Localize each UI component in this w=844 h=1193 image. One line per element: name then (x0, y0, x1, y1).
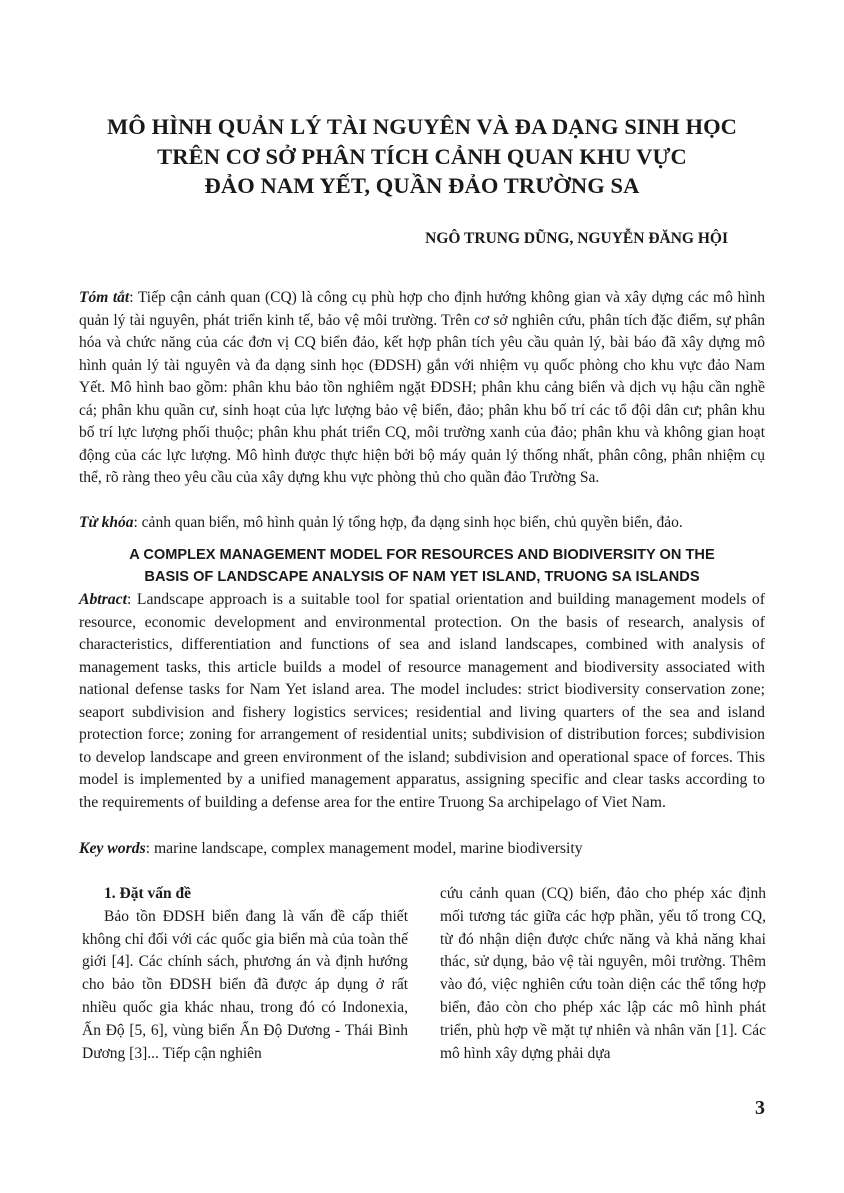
keywords-vi-text: : cảnh quan biển, mô hình quản lý tổng hợp, đa dạng sinh học biển, chủ quyền biển, đảo. (133, 514, 683, 531)
abstract-en-label: Abtract (79, 591, 127, 608)
abstract-en (79, 589, 765, 814)
page-number: 3 (755, 1097, 765, 1119)
title-line-3: ĐẢO NAM YẾT, QUẦN ĐẢO TRƯỜNG SA (204, 173, 640, 198)
abstract-vi (79, 287, 765, 490)
body-column-right (440, 883, 766, 1065)
keywords-en-text: : marine landscape, complex management model, marine biodiversity (145, 840, 583, 857)
english-title-line-2: BASIS OF LANDSCAPE ANALYSIS OF NAM YET ISLAND, TRUONG SA ISLANDS (144, 568, 700, 585)
abstract-en-text: : Landscape approach is a suitable tool for spatial orientation and building management models of resource, economic development and environmental protection. On the basis of research, analysis of characteristics, differentiation and functions of sea and island landscapes, combined with analysis of management tasks, this article builds a model of resource management and biodiversity associated with national defense tasks for Nam Yet island area. The model includes: strict biodiversity conservation zone; seaport subdivision and fishery logistics services; residential and living quarters of the sea and island protection force; zoning for arrangement of residential units; subdivision of distribution forces; subdivision to develop landscape and green environment of the island; subdivision and operational space of forces. This model is implemented by a unified management apparatus, assigning specific and clear tasks according to the requirements of building a defense area for the entire Truong Sa archipelago of Viet Nam. (79, 591, 765, 811)
keywords-en-label: Key words (79, 840, 146, 857)
body-paragraph-left: Bảo tồn ĐDSH biển đang là vấn đề cấp thiết không chỉ đối với các quốc gia biển mà của toàn thế giới [4]. Các chính sách, phương án và định hướng cho bảo tồn ĐDSH biển đã được áp dụng ở rất nhiều quốc gia khác nhau, trong đó có Indonexia, Ấn Độ [5, 6], vùng biển Ấn Độ Dương - Thái Bình Dương [3]... Tiếp cận nghiên (82, 907, 408, 1062)
body-column-left (82, 883, 408, 1065)
body-paragraph-right: cứu cảnh quan (CQ) biển, đảo cho phép xác định mối tương tác giữa các hợp phần, yếu tố trong CQ, từ đó nhận diện được chức năng và khả năng khai thác, sử dụng, bảo vệ tài nguyên, môi trường. Thêm vào đó, việc nghiên cứu toàn diện các thể tổng hợp biển, đảo còn cho phép xác lập các mô hình phát triển, phù hợp về mặt tự nhiên và nhân văn [1]. Các mô hình xây dựng phải dựa (440, 885, 766, 1062)
keywords-vi (79, 512, 765, 535)
section-heading: 1. Đặt vấn đề (104, 885, 191, 902)
keywords-en (79, 838, 765, 861)
abstract-vi-label: Tóm tắt (79, 289, 130, 306)
authors: NGÔ TRUNG DŨNG, NGUYỄN ĐĂNG HỘI (425, 230, 728, 247)
keywords-vi-label: Từ khóa (79, 514, 134, 531)
english-title (60, 545, 784, 588)
english-title-line-1: A COMPLEX MANAGEMENT MODEL FOR RESOURCES AND BIODIVERSITY ON THE (129, 547, 715, 563)
paper-title (60, 112, 784, 201)
title-line-2: TRÊN CƠ SỞ PHÂN TÍCH CẢNH QUAN KHU VỰC (157, 143, 687, 169)
abstract-vi-text: : Tiếp cận cảnh quan (CQ) là công cụ phù hợp cho định hướng không gian và xây dựng các mô hình quản lý tài nguyên, phát triển kinh tế, bảo vệ môi trường. Trên cơ sở nghiên cứu, phân tích đặc điểm, sự phân hóa và chức năng của các đơn vị CQ biển đảo, kết hợp phân tích yêu cầu quản lý, bài báo đã xây dựng mô hình quản lý tài nguyên và đa dạng sinh học (ĐDSH) gắn với nhiệm vụ quốc phòng cho khu vực đảo Nam Yết. Mô hình bao gồm: phân khu bảo tồn nghiêm ngặt ĐDSH; phân khu cảng biển và dịch vụ hậu cần nghề cá; phân khu quần cư, sinh hoạt của lực lượng bảo vệ biển, đảo; phân khu bố trí các tổ đội dân cư; phân khu bố trí lực lượng phối thuộc; phân khu phát triển CQ, môi trường xanh của đảo; phân khu và không gian hoạt động của các lực lượng. Mô hình được thực hiện bởi bộ máy quản lý thống nhất, phân công, phân nhiệm cụ thể, rõ ràng theo yêu cầu của xây dựng khu vực phòng thủ cho quần đảo Trường Sa. (79, 289, 765, 486)
title-line-1: MÔ HÌNH QUẢN LÝ TÀI NGUYÊN VÀ ĐA DẠNG SINH HỌC (106, 114, 738, 139)
